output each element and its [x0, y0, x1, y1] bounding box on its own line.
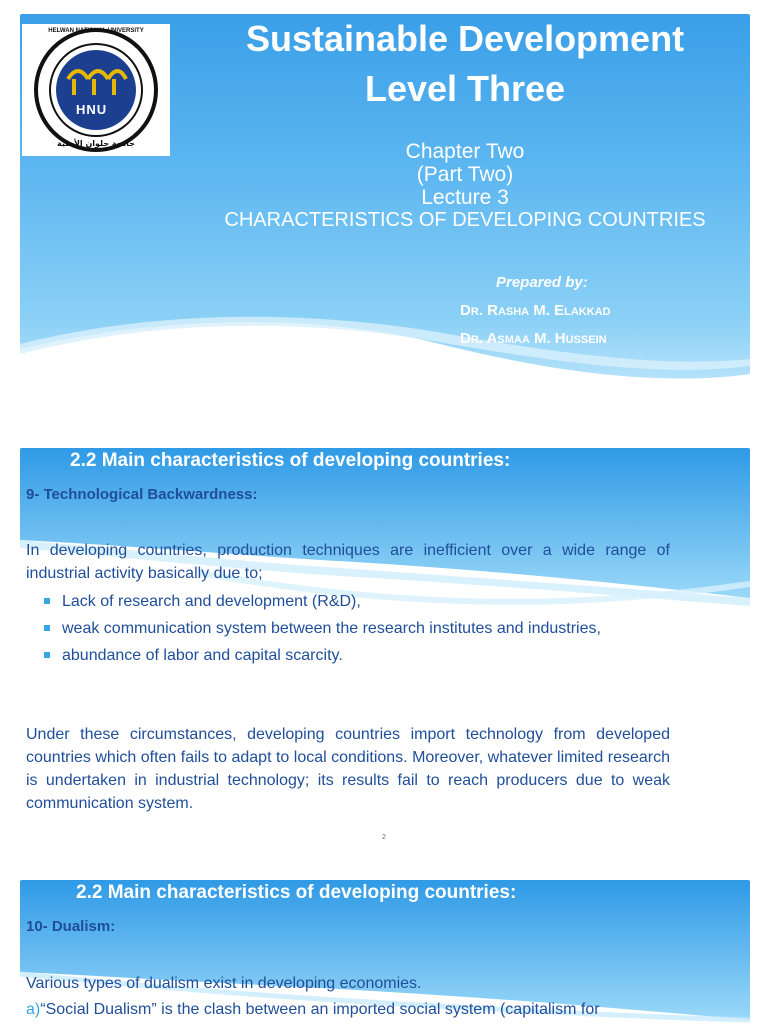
presentation-title-line1: Sustainable Development	[245, 18, 685, 59]
item-a-text: “Social Dualism” is the clash between an imported social system (capitalism for	[40, 1001, 600, 1018]
author-1: Dr. Rasha M. Elakkad	[460, 302, 611, 319]
topic-label: CHARACTERISTICS OF DEVELOPING COUNTRIES	[224, 209, 706, 231]
item-a-label: a)	[26, 1001, 41, 1018]
logo-hnu-text: HNU	[76, 102, 108, 117]
lecture-label: Lecture 3	[421, 186, 509, 209]
bullet-marker-icon	[44, 652, 50, 658]
intro-paragraph: In developing countries, production techniques are inefficient over a wide range of industrial activity basically due to;	[26, 542, 670, 582]
university-logo	[22, 24, 170, 156]
title-slide	[20, 14, 750, 394]
chapter-label: Chapter Two	[405, 140, 525, 163]
bullet-text: weak communication system between the research institutes and industries,	[62, 620, 601, 637]
part-label: (Part Two)	[416, 163, 514, 186]
bullet-list	[44, 590, 670, 671]
conclusion-paragraph: Under these circumstances, developing countries import technology from developed countries which often fails to adapt to local conditions. Moreover, whatever limited research is undertaken in industrial technology; its results fail to reach producers due to weak communication system.	[26, 726, 670, 812]
slide-heading: 2.2 Main characteristics of developing countries:	[70, 450, 511, 471]
content-slide-technological-backwardness	[20, 448, 750, 844]
prepared-by-label: Prepared by:	[496, 274, 588, 291]
point-title: 9- Technological Backwardness:	[26, 486, 258, 503]
logo-ring-text-top: HELWAN NATIONAL UNIVERSITY	[48, 28, 144, 34]
presentation-title-line2: Level Three	[364, 68, 566, 109]
bullet-item	[44, 617, 670, 640]
bullet-text: abundance of labor and capital scarcity.	[62, 647, 343, 664]
bullet-item	[44, 590, 670, 613]
page-number: 2	[382, 834, 386, 841]
bullet-item	[44, 644, 670, 667]
bullet-text: Lack of research and development (R&D),	[62, 593, 361, 610]
bullet-marker-icon	[44, 625, 50, 631]
content-slide-dualism	[20, 880, 750, 1030]
slide-heading: 2.2 Main characteristics of developing countries:	[76, 882, 517, 903]
bullet-marker-icon	[44, 598, 50, 604]
item-a	[26, 998, 736, 1021]
logo-ring-text-bottom: جامعة حلوان الأهلية	[57, 139, 135, 148]
author-2: Dr. Asmaa M. Hussein	[460, 330, 607, 347]
point-title: 10- Dualism:	[26, 918, 116, 935]
intro-paragraph: Various types of dualism exist in developing economies.	[26, 975, 422, 992]
